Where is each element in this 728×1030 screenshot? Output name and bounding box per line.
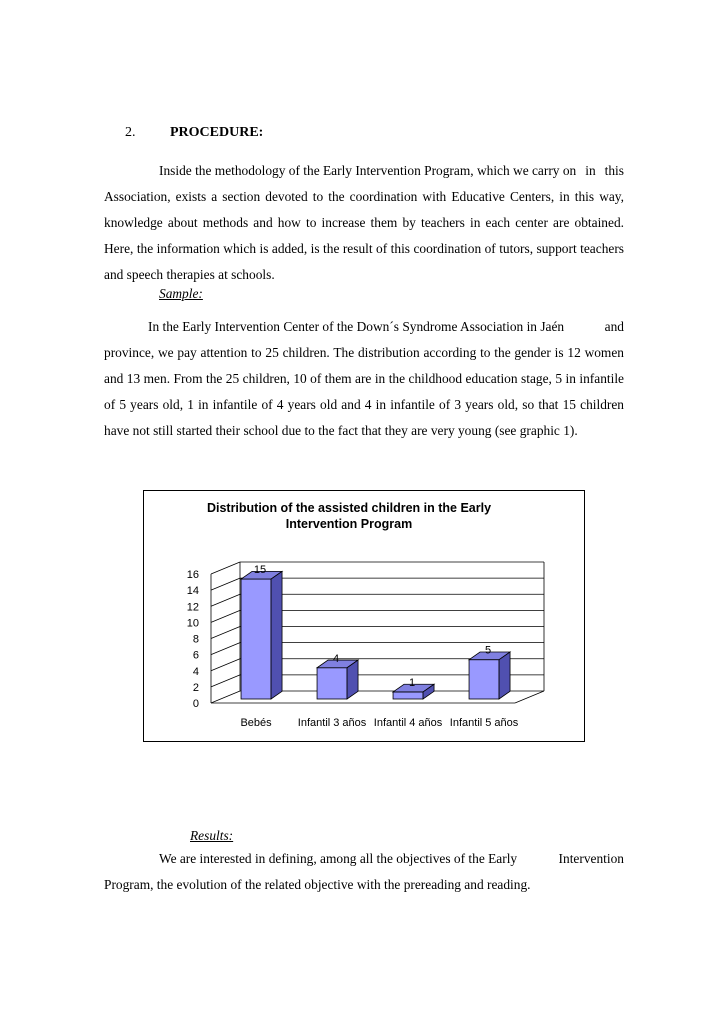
bar-side-3 (499, 652, 510, 699)
gridline-side-6 (211, 643, 240, 655)
y-tick-label: 12 (186, 601, 199, 614)
gridline-side-14 (211, 578, 240, 590)
paragraph-results (104, 846, 624, 898)
y-tick-label: 8 (192, 633, 199, 646)
chart-title-line-1: Distribution of the assisted children in the Early (206, 501, 492, 515)
data-label: 4 (332, 652, 340, 665)
x-tick-label: Infantil 4 años (373, 717, 443, 729)
gridline-side-8 (211, 627, 240, 639)
x-tick-label: Infantil 5 años (449, 717, 519, 729)
paragraph-sample-body: and province, we pay attention to 25 children. The distribution according to the gender is 12 women and 13 men. From the 25 children, 10 of them are in the childhood education stage, 5 in infantile of 5 years old, 1 in infantile of 4 years old and 4 in infantile of 3 years old, so that 15 children have not still started their school due to the fact that they are very young (see graphic 1). (104, 319, 624, 438)
x-tick-label: Bebés (240, 717, 272, 729)
paragraph-introduction-body: in this Association, exists a section devoted to the coordination with Educative Centers, in this way, knowledge about methods and how to increase them by teachers in each center are obtained. Here, the information which is added, is the result of this coordination of tutors, support teachers and speech therapies at schools. (104, 163, 624, 282)
results-heading: Results: (190, 828, 234, 843)
gridline-side-4 (211, 659, 240, 671)
paragraph-results-first-line: We are interested in defining, among all the objectives of the Early (159, 851, 518, 866)
y-tick-label: 16 (186, 569, 199, 581)
y-tick-label: 10 (186, 617, 199, 630)
data-label: 5 (484, 644, 492, 657)
gridline-side-12 (211, 594, 240, 606)
floor-right (515, 691, 544, 703)
bar-3 (469, 660, 499, 699)
y-tick-label: 4 (192, 665, 199, 678)
x-tick-label: Infantil 3 años (297, 717, 367, 729)
chart-distribution (143, 490, 585, 742)
bar-1 (317, 668, 347, 699)
y-tick-label: 6 (192, 649, 199, 662)
y-tick-label: 2 (192, 681, 199, 694)
bar-2 (393, 692, 423, 699)
gridline-side-2 (211, 675, 240, 687)
paragraph-introduction (104, 158, 624, 288)
paragraph-sample (104, 314, 624, 444)
gridline-side-10 (211, 610, 240, 622)
paragraph-introduction-first-line: Inside the methodology of the Early Intervention Program, which we carry on (159, 163, 577, 178)
chart-title-line-2: Intervention Program (285, 517, 413, 531)
paragraph-sample-first-line: In the Early Intervention Center of the Down´s Syndrome Association in Jaén (148, 319, 565, 334)
sample-heading: Sample: (159, 286, 203, 301)
paragraph-results-body: Intervention Program, the evolution of the related objective with the prereading and reading. (104, 851, 624, 892)
gridline-side-0 (211, 691, 240, 703)
data-label: 15 (253, 564, 267, 577)
y-tick-label: 14 (186, 585, 199, 598)
data-label: 1 (408, 676, 416, 689)
bar-side-0 (271, 571, 282, 699)
section-title: PROCEDURE: (170, 125, 264, 140)
chart-canvas (144, 491, 586, 743)
gridline-side-16 (211, 562, 240, 574)
section-heading (125, 125, 263, 141)
section-number: 2. (125, 125, 136, 140)
bar-0 (241, 579, 271, 699)
y-tick-label: 0 (192, 698, 199, 710)
